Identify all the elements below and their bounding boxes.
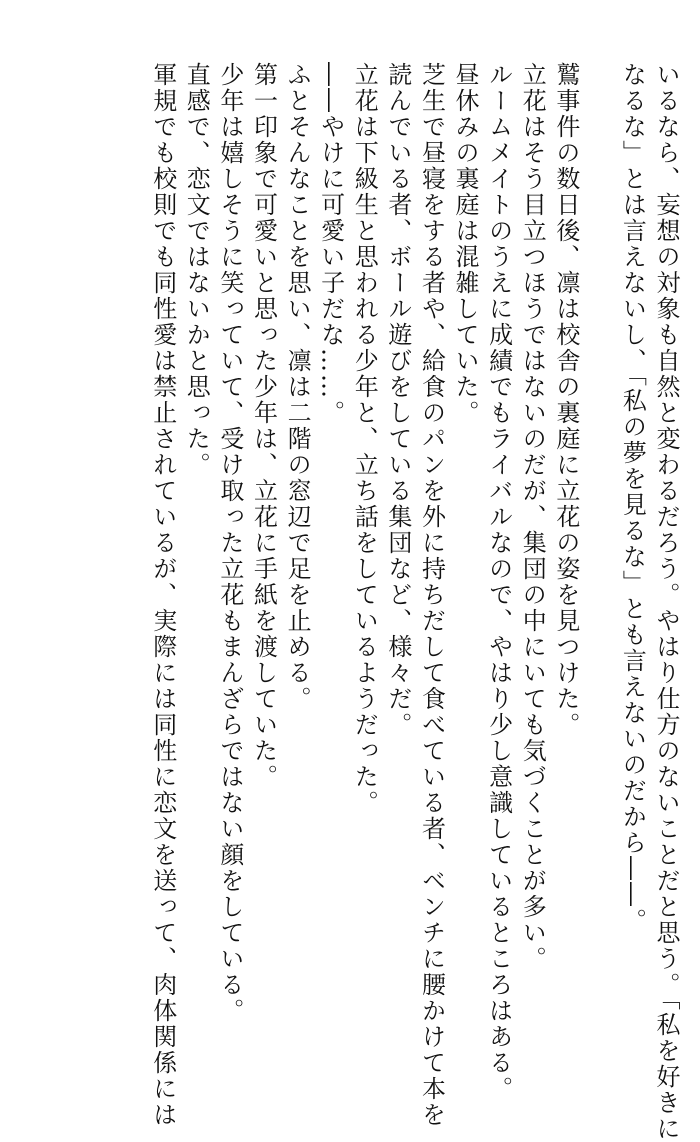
text-line: 読んでいる者、ボール遊びをしている集団など、様々だ。 [383, 62, 412, 738]
text-line: ルームメイトのうえに成績でもライバルなので、やはり少し意識しているところはある。 [484, 62, 513, 1102]
vertical-text-block [145, 62, 682, 1142]
text-line: ふとそんなことを思い、凛は二階の窓辺で足を止める。 [283, 62, 312, 712]
text-line: ――やけに可愛い子だな……。 [316, 62, 345, 426]
text-line: 立花はそう目立つほうではないのだが、集団の中にいても気づくことが多い。 [518, 62, 547, 972]
text-line: なるな」とは言えないし、「私の夢を見るな」とも言えないのだから――。 [618, 62, 647, 934]
text-line: 昼休みの裏庭は混雑していた。 [451, 62, 480, 426]
text-line: 立花は下級生と思われる少年と、立ち話をしているようだった。 [350, 62, 379, 816]
text-line: いるなら、妄想の対象も自然と変わるだろう。やはり仕方のないことだと思う。「私を好きに [652, 62, 680, 1142]
text-line: 直感で、恋文ではないかと思った。 [182, 62, 211, 478]
text-line: 鷲事件の数日後、凛は校舎の裏庭に立花の姿を見つけた。 [551, 62, 580, 738]
paragraph-break [582, 62, 615, 962]
text-line: 少年は嬉しそうに笑っていて、受け取った立花もまんざらではない顔をしている。 [215, 62, 244, 1024]
text-line: 軍規でも校則でも同性愛は禁止されているが、実際には同性に恋文を送って、肉体関係には [148, 62, 177, 1128]
text-line: 芝生で昼寝をする者や、給食のパンを外に持ちだして食べている者、ベンチに腰かけて本を [417, 62, 446, 1128]
text-line: 第一印象で可愛いと思った少年は、立花に手紙を渡していた。 [249, 62, 278, 790]
